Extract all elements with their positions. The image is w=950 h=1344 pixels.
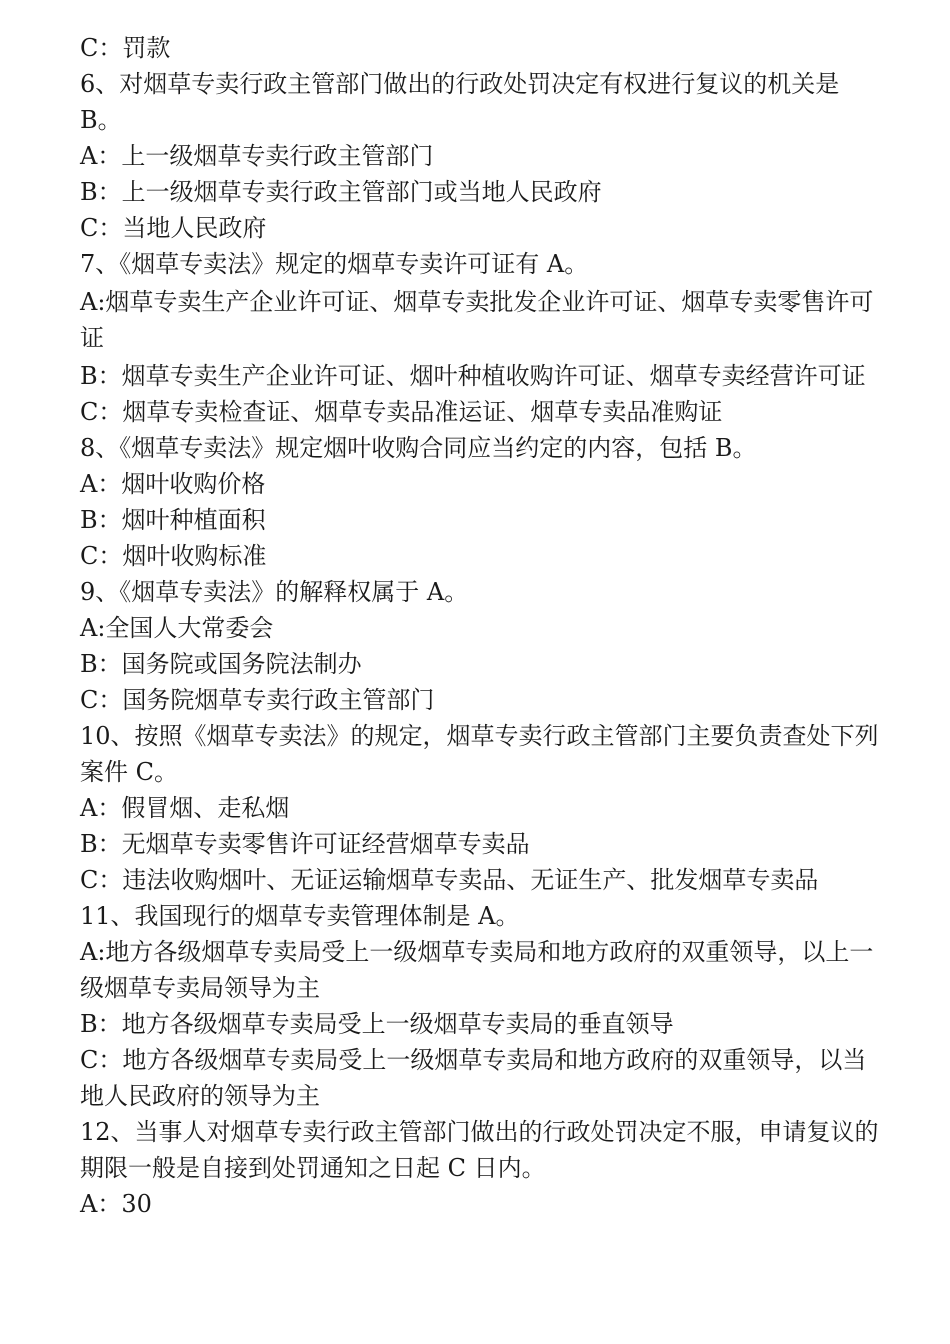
q10-option-a: A：假冒烟、走私烟: [80, 794, 290, 822]
q9-option-a: A:全国人大常委会: [80, 614, 274, 642]
q10-option-b: B：无烟草专卖零售许可证经营烟草专卖品: [80, 830, 530, 858]
q11-option-c: C：地方各级烟草专卖局受上一级烟草专卖局和地方政府的双重领导，以当地人民政府的领导为主: [80, 1046, 867, 1110]
q10-option-c: C：违法收购烟叶、无证运输烟草专卖品、无证生产、批发烟草专卖品: [80, 866, 819, 894]
question-9: 9、《烟草专卖法》的解释权属于 A。: [80, 578, 469, 606]
q11-option-b: B：地方各级烟草专卖局受上一级烟草专卖局的垂直领导: [80, 1010, 674, 1038]
option-c-fine: C：罚款: [80, 34, 171, 62]
q6-option-b: B：上一级烟草专卖行政主管部门或当地人民政府: [80, 178, 602, 206]
q7-option-c: C：烟草专卖检查证、烟草专卖品准运证、烟草专卖品准购证: [80, 398, 723, 426]
q8-option-b: B：烟叶种植面积: [80, 506, 266, 534]
question-12: 12、当事人对烟草专卖行政主管部门做出的行政处罚决定不服，申请复议的期限一般是自接到处罚通知之日起 C 日内。: [80, 1118, 879, 1182]
q9-option-c: C：国务院烟草专卖行政主管部门: [80, 686, 435, 714]
document-page: [80, 30, 880, 1222]
q6-option-c: C：当地人民政府: [80, 214, 267, 242]
q8-option-a: A：烟叶收购价格: [80, 470, 266, 498]
q8-option-c: C：烟叶收购标准: [80, 542, 267, 570]
question-7: 7、《烟草专卖法》规定的烟草专卖许可证有 A。: [80, 250, 589, 278]
q7-option-a: A:烟草专卖生产企业许可证、烟草专卖批发企业许可证、烟草专卖零售许可证: [80, 288, 874, 352]
q11-option-a: A:地方各级烟草专卖局受上一级烟草专卖局和地方政府的双重领导，以上一级烟草专卖局领导为主: [80, 938, 874, 1002]
q12-option-a: A：30: [80, 1190, 152, 1218]
q7-option-b: B：烟草专卖生产企业许可证、烟叶种植收购许可证、烟草专卖经营许可证: [80, 362, 866, 390]
question-10: 10、按照《烟草专卖法》的规定，烟草专卖行政主管部门主要负责查处下列案件 C。: [80, 722, 879, 786]
question-11: 11、我国现行的烟草专卖管理体制是 A。: [80, 902, 520, 930]
q9-option-b: B：国务院或国务院法制办: [80, 650, 362, 678]
q6-option-a: A：上一级烟草专卖行政主管部门: [80, 142, 434, 170]
question-6: 6、对烟草专卖行政主管部门做出的行政处罚决定有权进行复议的机关是 B。: [80, 70, 840, 134]
question-8: 8、《烟草专卖法》规定烟叶收购合同应当约定的内容，包括 B。: [80, 434, 757, 462]
